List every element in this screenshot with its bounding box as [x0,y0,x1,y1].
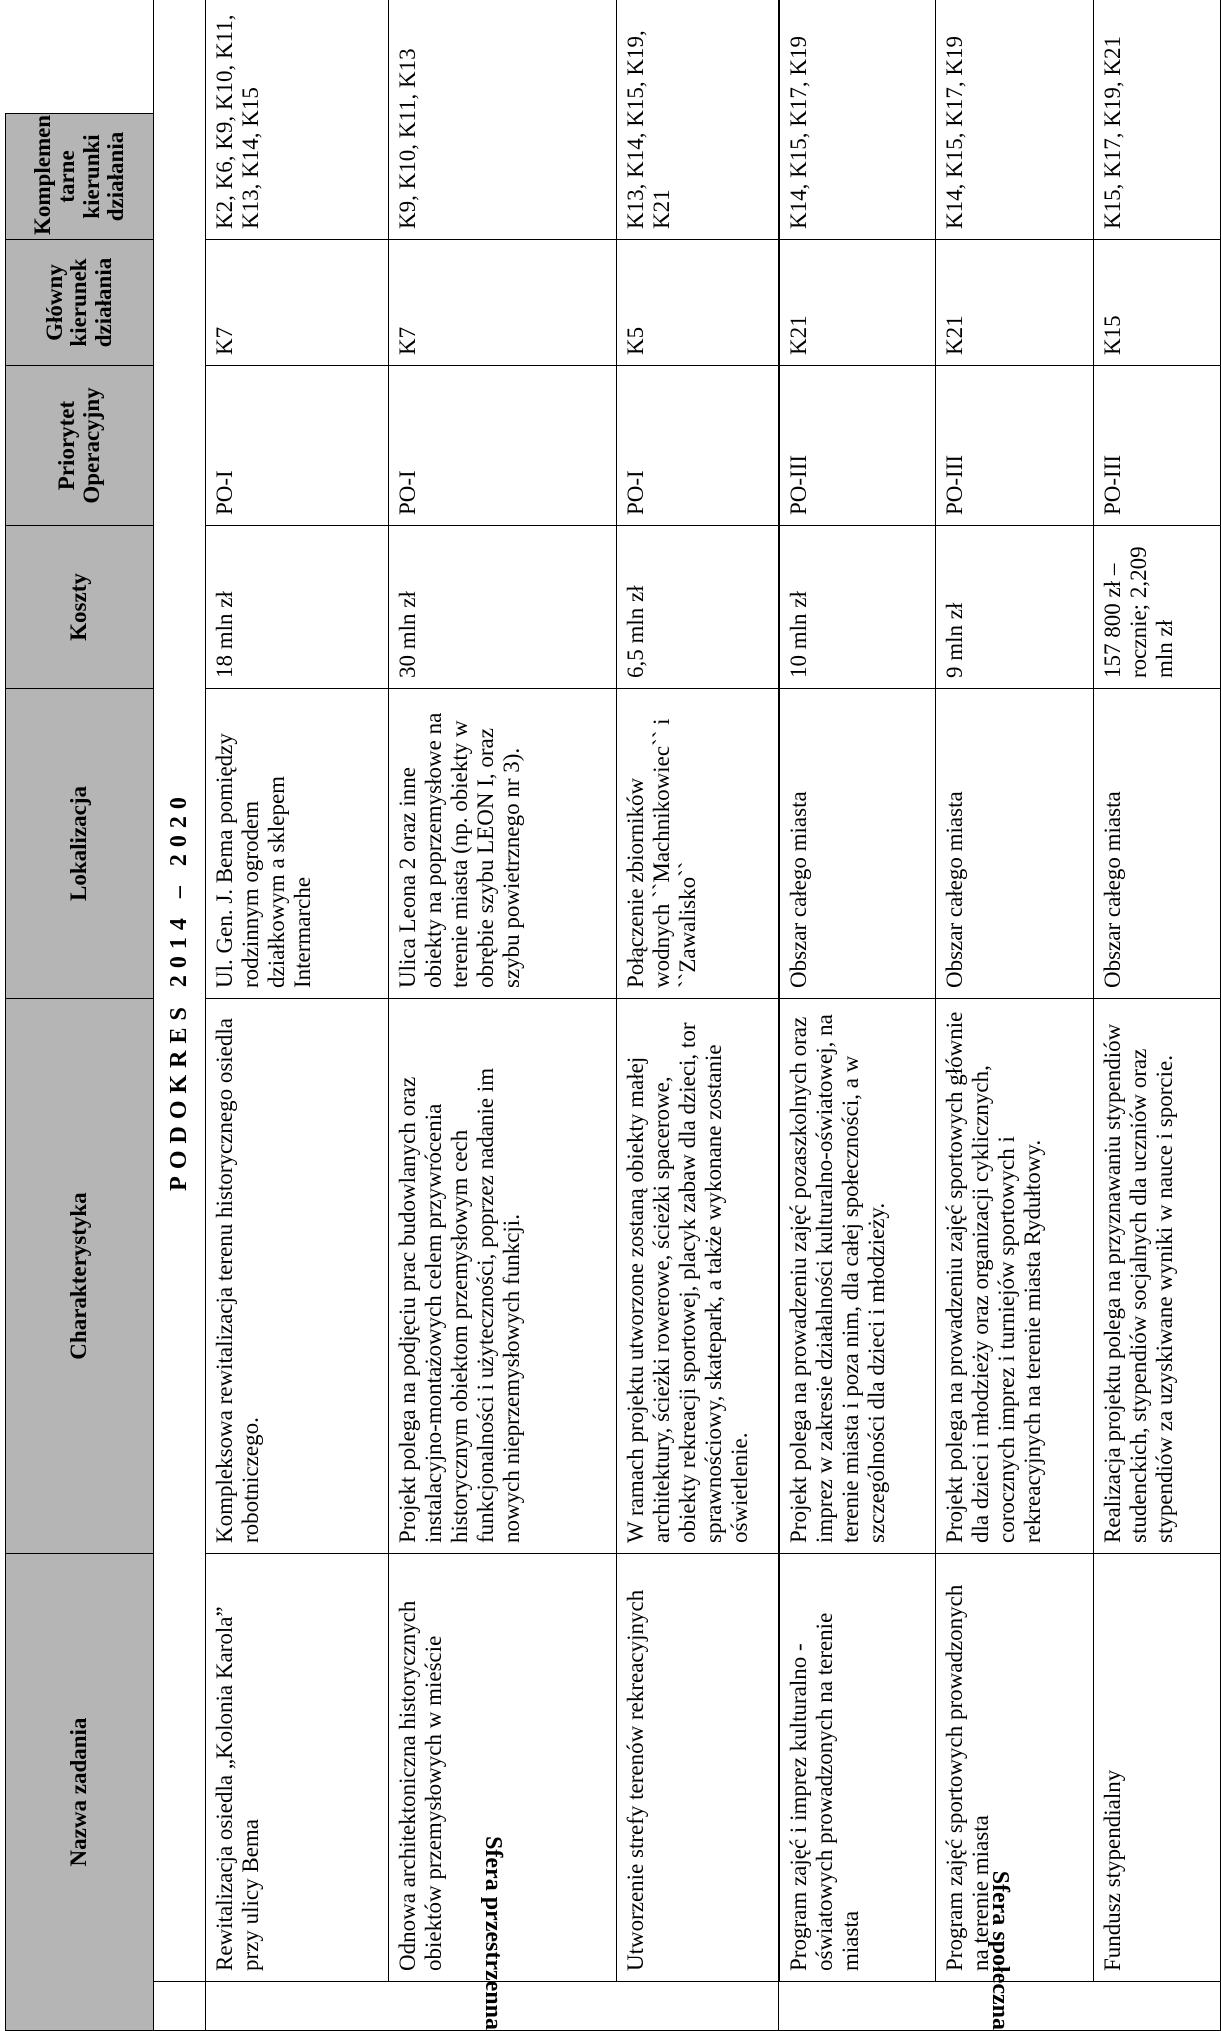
task-complementary-directions: K13, K14, K15, K19, K21 [617,0,779,240]
tasks-table [5,0,1221,2031]
task-description: Kompleksowa rewitalizacja terenu historycznego osiedla robotniczego. [206,999,389,1554]
task-location: Obszar całego miasta [935,689,1094,999]
task-description: Realizacja projektu polega na przyznawaniu stypendiów studenckich, stypendiów socjalnych dla uczniów oraz stypendiów za uzyskiwane wyniki w nauce i sporcie. [1094,999,1221,1554]
header-charakterystyka: Charakterystyka [6,999,154,1554]
task-name: Program zajęć i imprez kulturalno - oświatowych prowadzonych na terenie miasta [779,1554,935,1982]
task-cost: 157 800 zł – rocznie; 2,209 mln zł [1094,526,1221,689]
task-location: Obszar całego miasta [779,689,935,999]
header-glowny-kierunek [6,240,154,366]
header-komplementarne-line4: działania [102,131,128,222]
task-location: Ul. Gen. J. Bema pomiędzy rodzinnym ogrodem działkowym a sklepem Intermarche [206,689,389,999]
task-complementary-directions: K14, K15, K17, K19 [935,0,1094,240]
sphere-label-przestrzenna [206,1836,779,2031]
sphere-label-text: Sfera przestrzenna [479,1836,506,2030]
header-priorytet-line2: Operacyjny [78,387,104,504]
header-glowny-line3: działania [90,257,116,348]
task-cost: 9 mln zł [935,526,1094,689]
task-priority: PO-I [206,366,389,526]
task-priority: PO-III [779,366,935,526]
task-cost: 6,5 mln zł [617,526,779,689]
podokres-spacer [154,1982,206,2031]
header-priorytet-line1: Priorytet [54,400,80,491]
header-komplementarne-line3: kierunki [78,134,104,219]
task-cost: 30 mln zł [389,526,617,689]
header-lokalizacja: Lokalizacja [6,689,154,999]
task-name: Utworzenie strefy terenów rekreacyjnych [617,1554,779,1982]
task-cost: 18 mln zł [206,526,389,689]
task-priority: PO-I [617,366,779,526]
header-komplementarne-line1: Komplemen [30,114,56,235]
task-description: Projekt polega na podjęciu prac budowlanych oraz instalacyjno-montażowych celem przywrócenia historycznym obiektom przemysłowym cech funkcjonalności i użyteczności, poprzez nadanie im nowych nieprzemysłowych funkcji. [389,999,617,1554]
header-komplementarne-line2: tarne [54,150,80,203]
task-name: Program zajęć sportowych prowadzonych na terenie miasta [935,1554,1094,1982]
task-location: Połączenie zbiorników wodnych ``Machnikowiec`` i ``Zawalisko`` [617,689,779,999]
header-komplementarne [6,114,154,240]
header-priorytet [6,366,154,526]
task-location: Ulica Leona 2 oraz inne obiekty na poprzemysłowe na terenie miasta (np. obiekty w obrębie szybu LEON I, oraz szybu powietrznego nr 3). [389,689,617,999]
header-glowny-line1: Główny [42,264,68,341]
task-main-direction: K21 [935,240,1094,366]
task-location: Obszar całego miasta [1094,689,1221,999]
task-priority: PO-III [1094,366,1221,526]
podokres-title: PODOKRES 2014 – 2020 [154,0,206,1982]
task-name: Rewitalizacja osiedla „Kolonia Karola” przy ulicy Bema [206,1554,389,1982]
task-name: Odnowa architektoniczna historycznych obiektów przemysłowych w mieście [389,1554,617,1982]
task-complementary-directions: K9, K10, K11, K13 [389,0,617,240]
task-main-direction: K5 [617,240,779,366]
task-complementary-directions: K14, K15, K17, K19 [779,0,935,240]
sphere-label-text: Sfera społeczna [987,1870,1014,2030]
task-main-direction: K7 [389,240,617,366]
task-cost: 10 mln zł [779,526,935,689]
header-glowny-line2: kierunek [66,258,92,347]
task-priority: PO-I [389,366,617,526]
task-main-direction: K21 [779,240,935,366]
task-complementary-directions: K2, K6, K9, K10, K11, K13, K14, K15 [206,0,389,240]
task-description: Projekt polega na prowadzeniu zajęć pozaszkolnych oraz imprez w zakresie działalności kulturalno-oświatowej, na terenie miasta i poza nim, dla całej społeczności, a w szczególności dla dzieci i młodzieży. [779,999,935,1554]
task-name: Fundusz stypendialny [1094,1554,1221,1982]
task-priority: PO-III [935,366,1094,526]
header-koszty: Koszty [6,526,154,689]
task-description: W ramach projektu utworzone zostaną obiekty małej architektury, ścieżki rowerowe, ścieżki spacerowe, obiekty rekreacji sportowej, placyk zabaw dla dzieci, tor sprawnościowy, skatepark, a także wykonane zostanie oświetlenie. [617,999,779,1554]
header-nazwa-zadania: Nazwa zadania [6,1554,154,2031]
task-main-direction: K7 [206,240,389,366]
task-main-direction: K15 [1094,240,1221,366]
task-complementary-directions: K15, K17, K19, K21 [1094,0,1221,240]
task-description: Projekt polega na prowadzeniu zajęć sportowych głównie dla dzieci i młodzieży oraz organizacji cyklicznych, corocznych imprez i turniejów sportowych i rekreacyjnych na terenie miasta Rydułtowy. [935,999,1094,1554]
